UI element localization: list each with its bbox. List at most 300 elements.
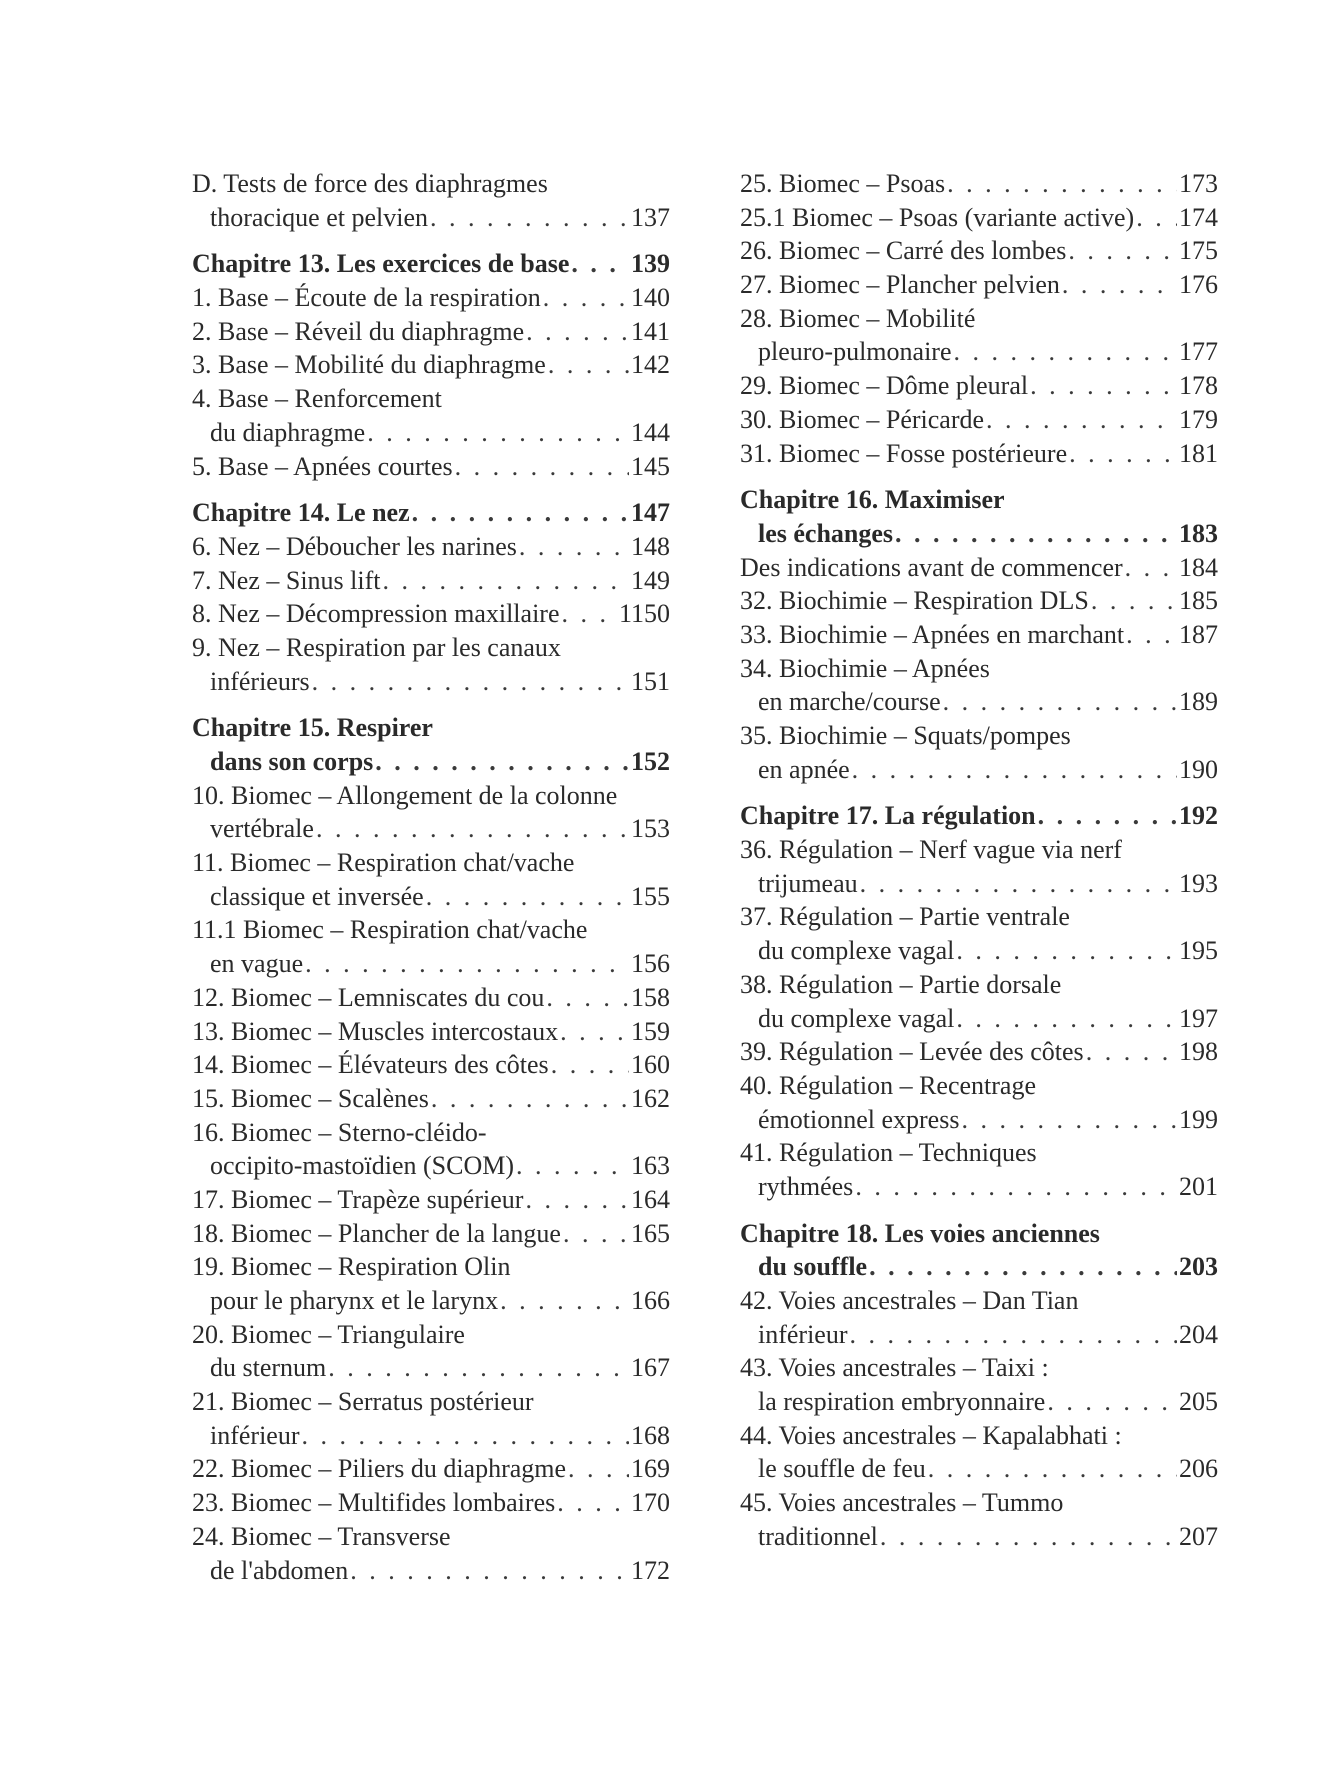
toc-entry-title: 13. Biomec – Muscles intercostaux	[192, 1016, 559, 1046]
toc-entry	[740, 1419, 1218, 1486]
dot-leader	[412, 496, 629, 530]
toc-line	[192, 1217, 670, 1251]
page-number: 175	[1179, 236, 1218, 266]
toc-line	[740, 833, 1218, 867]
toc-entry	[192, 1116, 670, 1183]
toc-entry	[740, 437, 1218, 471]
toc-line	[192, 880, 670, 914]
toc-entry-title: 24. Biomec – Transverse	[192, 1521, 451, 1551]
toc-line	[192, 315, 670, 349]
toc-entry-title: 33. Biochimie – Apnées en marchant	[740, 619, 1125, 649]
toc-line	[740, 1035, 1218, 1069]
page-number: 189	[1179, 687, 1218, 717]
toc-entry-title: 26. Biomec – Carré des lombes	[740, 236, 1067, 266]
dot-leader	[860, 867, 1177, 901]
page-number: 203	[1179, 1252, 1218, 1282]
toc-entry-title: Chapitre 15. Respirer	[192, 713, 433, 743]
toc-entry-title: de l'abdomen	[210, 1555, 349, 1585]
toc-line	[740, 268, 1218, 302]
toc-entry-title: Chapitre 14. Le nez	[192, 498, 410, 528]
toc-entry-title: pour le pharynx et le larynx	[210, 1286, 499, 1315]
toc-line	[740, 551, 1218, 585]
toc-line	[192, 281, 670, 315]
page-number: 207	[1179, 1521, 1218, 1551]
page-number: 163	[631, 1151, 670, 1181]
toc-chapter-heading	[740, 799, 1218, 833]
page-number: 204	[1179, 1319, 1218, 1349]
toc-line	[192, 846, 670, 880]
toc-entry-title: 18. Biomec – Plancher de la langue	[192, 1218, 561, 1248]
toc-line	[740, 483, 1218, 517]
dot-leader	[302, 1419, 629, 1453]
page-number: 137	[631, 202, 670, 232]
toc-line	[740, 1103, 1218, 1137]
toc-line	[192, 711, 670, 745]
dot-leader	[350, 1554, 629, 1588]
toc-line	[740, 719, 1218, 753]
dot-leader	[383, 564, 630, 598]
toc-entry	[192, 530, 670, 564]
toc-entry-title: la respiration embryonnaire	[758, 1387, 1046, 1417]
toc-entry-title: émotionnel express	[758, 1104, 960, 1134]
toc-line	[192, 167, 670, 201]
toc-entry-title: Chapitre 16. Maximiser	[740, 485, 1005, 515]
toc-entry	[740, 369, 1218, 403]
dot-leader	[516, 1149, 629, 1183]
dot-leader	[947, 167, 1177, 201]
page-number: 156	[631, 949, 670, 979]
toc-entry	[740, 1069, 1218, 1136]
toc-entry	[192, 450, 670, 484]
toc-entry-title: 30. Biomec – Péricarde	[740, 404, 985, 434]
toc-entry-title: 42. Voies ancestrales – Dan Tian	[740, 1286, 1079, 1315]
toc-line	[192, 631, 670, 665]
page-number: 158	[631, 982, 670, 1012]
toc-entry	[192, 597, 670, 631]
toc-line	[192, 1351, 670, 1385]
page-number: 153	[631, 814, 670, 844]
toc-entry-title: D. Tests de force des diaphragmes	[192, 169, 548, 198]
toc-line	[740, 1250, 1218, 1284]
dot-leader	[928, 1452, 1177, 1486]
toc-entry	[740, 551, 1218, 585]
page-number: 145	[631, 451, 670, 481]
toc-line	[740, 618, 1218, 652]
toc-entry	[740, 968, 1218, 1035]
toc-entry-title: du complexe vagal	[758, 1003, 955, 1033]
toc-line	[740, 1136, 1218, 1170]
toc-entry	[740, 234, 1218, 268]
toc-line	[192, 1048, 670, 1082]
toc-entry-title: 25. Biomec – Psoas	[740, 169, 946, 198]
toc-entry-title: le souffle de feu	[758, 1454, 926, 1484]
toc-line	[740, 1452, 1218, 1486]
dot-leader	[431, 1082, 629, 1116]
toc-line	[192, 597, 670, 631]
toc-entry-title: en marche/course	[758, 687, 941, 717]
page-number: 198	[1179, 1037, 1218, 1067]
toc-entry-title: du souffle	[758, 1252, 868, 1282]
toc-entry	[740, 900, 1218, 967]
page-number: 148	[631, 531, 670, 561]
dot-leader	[455, 450, 629, 484]
toc-line	[192, 1385, 670, 1419]
toc-entry	[192, 1318, 670, 1385]
page-number: 1150	[618, 599, 670, 629]
toc-entry-title: traditionnel	[758, 1521, 878, 1551]
dot-leader	[546, 981, 629, 1015]
toc-entry	[740, 719, 1218, 786]
toc-entry-title: en vague	[210, 949, 304, 979]
dot-leader	[305, 947, 629, 981]
page-number: 164	[631, 1184, 670, 1214]
toc-line	[740, 167, 1218, 201]
toc-line	[192, 382, 670, 416]
toc-entry	[192, 1486, 670, 1520]
toc-entry-title: dans son corps	[210, 747, 374, 776]
toc-entry	[740, 201, 1218, 235]
toc-line	[192, 1183, 670, 1217]
toc-entry-title: du diaphragme	[210, 417, 366, 447]
toc-chapter-heading	[740, 1217, 1218, 1284]
page-number: 201	[1179, 1171, 1218, 1201]
toc-entry-title: 21. Biomec – Serratus postérieur	[192, 1387, 534, 1417]
toc-entry-title: Des indications avant de commencer	[740, 552, 1123, 582]
page-number: 193	[1179, 868, 1218, 898]
toc-line	[740, 1217, 1218, 1251]
dot-leader	[1038, 799, 1177, 833]
dot-leader	[563, 1217, 629, 1251]
toc-entry-title: 3. Base – Mobilité du diaphragme	[192, 350, 546, 380]
page-number: 185	[1179, 586, 1218, 616]
dot-leader	[1136, 201, 1177, 235]
toc-line	[192, 1452, 670, 1486]
toc-entry	[192, 1082, 670, 1116]
toc-entry-title: trijumeau	[758, 868, 858, 898]
toc-entry-title: Chapitre 17. La régulation	[740, 801, 1036, 831]
toc-line	[192, 1419, 670, 1453]
page-number: 177	[1179, 337, 1218, 367]
toc-entry	[192, 315, 670, 349]
toc-line	[192, 1284, 670, 1318]
toc-line	[740, 753, 1218, 787]
page-number: 149	[631, 565, 670, 595]
toc-line	[192, 247, 670, 281]
toc-entry	[740, 1351, 1218, 1418]
dot-leader	[562, 597, 617, 631]
toc-entry-title: 38. Régulation – Partie dorsale	[740, 969, 1062, 999]
dot-leader	[956, 934, 1177, 968]
toc-entry-title: thoracique et pelvien	[210, 202, 429, 232]
toc-line	[740, 934, 1218, 968]
toc-line	[192, 1554, 670, 1588]
dot-leader	[954, 335, 1178, 369]
dot-leader	[557, 1486, 629, 1520]
toc-entry	[192, 913, 670, 980]
toc-entry	[740, 833, 1218, 900]
toc-line	[740, 584, 1218, 618]
toc-entry-title: 19. Biomec – Respiration Olin	[192, 1252, 511, 1282]
toc-entry-title: 14. Biomec – Élévateurs des côtes	[192, 1050, 549, 1080]
page-number: 190	[1179, 754, 1218, 784]
dot-leader	[328, 1351, 629, 1385]
page-number: 187	[1179, 619, 1218, 649]
toc-line	[192, 496, 670, 530]
toc-chapter-heading	[192, 496, 670, 530]
toc-entry-title: en apnée	[758, 754, 850, 784]
toc-entry	[192, 631, 670, 698]
toc-entry-title: pleuro-pulmonaire	[758, 337, 952, 367]
toc-line	[192, 779, 670, 813]
dot-leader	[1068, 234, 1177, 268]
page-number: 199	[1179, 1104, 1218, 1134]
toc-entry	[740, 167, 1218, 201]
dot-leader	[895, 517, 1177, 551]
dot-leader	[852, 753, 1177, 787]
toc-entry	[192, 981, 670, 1015]
toc-chapter-heading	[192, 711, 670, 778]
toc-entry	[192, 1217, 670, 1251]
toc-line	[192, 1486, 670, 1520]
dot-leader	[1062, 268, 1177, 302]
page-number: 173	[1179, 169, 1218, 198]
dot-leader	[1086, 1035, 1177, 1069]
toc-line	[740, 1520, 1218, 1554]
toc-line	[740, 1002, 1218, 1036]
toc-line	[192, 1116, 670, 1150]
toc-line	[192, 1520, 670, 1554]
toc-entry-title: inférieurs	[210, 666, 310, 696]
page-number: 166	[631, 1286, 670, 1315]
toc-column-left	[192, 167, 670, 1587]
toc-entry-title: 44. Voies ancestrales – Kapalabhati :	[740, 1420, 1122, 1450]
toc-entry-title: 6. Nez – Déboucher les narines	[192, 531, 517, 561]
toc-chapter-heading	[192, 247, 670, 281]
toc-line	[740, 867, 1218, 901]
toc-line	[740, 1385, 1218, 1419]
page-number: 169	[631, 1454, 670, 1484]
toc-entry-title: du complexe vagal	[758, 936, 955, 966]
toc-entry-title: rythmées	[758, 1171, 854, 1201]
toc-line	[740, 799, 1218, 833]
toc-line	[740, 1069, 1218, 1103]
toc-entry-title: 11.1 Biomec – Respiration chat/vache	[192, 915, 588, 945]
dot-leader	[1125, 551, 1177, 585]
toc-entry-title: 4. Base – Renforcement	[192, 384, 442, 414]
toc-line	[740, 234, 1218, 268]
toc-entry-title: Chapitre 13. Les exercices de base	[192, 249, 570, 279]
toc-entry-title: 27. Biomec – Plancher pelvien	[740, 270, 1060, 300]
dot-leader	[855, 1170, 1177, 1204]
toc-entry-title: 31. Biomec – Fosse postérieure	[740, 438, 1068, 468]
toc-line	[740, 369, 1218, 403]
toc-entry	[740, 1284, 1218, 1351]
toc-line	[740, 1170, 1218, 1204]
toc-line	[740, 1351, 1218, 1385]
toc-entry	[740, 618, 1218, 652]
toc-entry	[740, 652, 1218, 719]
toc-line	[740, 1486, 1218, 1520]
toc-entry-title: 1. Base – Écoute de la respiration	[192, 283, 541, 313]
dot-leader	[543, 281, 629, 315]
toc-entry	[740, 403, 1218, 437]
dot-leader	[526, 315, 629, 349]
toc-entry-title: 32. Biochimie – Respiration DLS	[740, 586, 1089, 616]
dot-leader	[1069, 437, 1177, 471]
toc-entry-title: 39. Régulation – Levée des côtes	[740, 1037, 1084, 1067]
dot-leader	[986, 403, 1177, 437]
toc-entry-title: inférieur	[758, 1319, 848, 1349]
toc-entry-title: 7. Nez – Sinus lift	[192, 565, 381, 595]
toc-entry	[192, 167, 670, 234]
toc-entry-title: 25.1 Biomec – Psoas (variante active)	[740, 202, 1135, 232]
toc-entry-title: 16. Biomec – Sterno-cléido-	[192, 1117, 487, 1147]
toc-entry-title: 28. Biomec – Mobilité	[740, 303, 976, 333]
toc-entry-title: vertébrale	[210, 814, 314, 844]
toc-entry-title: 29. Biomec – Dôme pleural	[740, 371, 1029, 401]
toc-line	[740, 1419, 1218, 1453]
toc-line	[192, 665, 670, 699]
toc-line	[192, 564, 670, 598]
toc-line	[192, 450, 670, 484]
toc-line	[740, 403, 1218, 437]
toc-column-right	[740, 167, 1218, 1554]
dot-leader	[1126, 618, 1177, 652]
page-number: 142	[631, 350, 670, 380]
page-number: 184	[1179, 552, 1218, 582]
toc-entry	[192, 1015, 670, 1049]
toc-line	[192, 348, 670, 382]
toc-entry-title: 43. Voies ancestrales – Taixi :	[740, 1353, 1049, 1383]
toc-line	[740, 517, 1218, 551]
toc-line	[192, 745, 670, 779]
dot-leader	[880, 1520, 1177, 1554]
toc-entry	[192, 348, 670, 382]
page-number: 140	[631, 283, 670, 313]
toc-entry	[192, 1452, 670, 1486]
toc-line	[192, 1015, 670, 1049]
dot-leader	[519, 530, 629, 564]
toc-line	[740, 437, 1218, 471]
toc-entry-title: 23. Biomec – Multifides lombaires	[192, 1488, 556, 1518]
toc-entry-title: 9. Nez – Respiration par les canaux	[192, 632, 561, 662]
page-number: 181	[1179, 438, 1218, 468]
page-number: 144	[631, 417, 670, 447]
toc-entry-title: inférieur	[210, 1420, 300, 1450]
dot-leader	[961, 1103, 1177, 1137]
page-number: 147	[631, 498, 670, 528]
page-number: 192	[1179, 801, 1218, 831]
page-number: 174	[1179, 202, 1218, 232]
toc-entry-title: 17. Biomec – Trapèze supérieur	[192, 1184, 524, 1214]
toc-entry	[192, 779, 670, 846]
dot-leader	[568, 1452, 629, 1486]
toc-entry-title: 12. Biomec – Lemniscates du cou	[192, 982, 545, 1012]
page-number: 176	[1179, 270, 1218, 300]
toc-line	[192, 981, 670, 1015]
page-number: 165	[631, 1218, 670, 1248]
dot-leader	[551, 1048, 629, 1082]
dot-leader	[1030, 369, 1177, 403]
toc-line	[740, 201, 1218, 235]
page-number: 160	[631, 1050, 670, 1080]
page-number: 183	[1179, 518, 1218, 548]
toc-entry-title: du sternum	[210, 1353, 327, 1383]
toc-entry	[192, 1520, 670, 1587]
toc-line	[192, 1082, 670, 1116]
toc-entry-title: 15. Biomec – Scalènes	[192, 1083, 429, 1113]
dot-leader	[548, 348, 629, 382]
toc-entry-title: 8. Nez – Décompression maxillaire	[192, 599, 560, 629]
toc-entry-title: 41. Régulation – Techniques	[740, 1138, 1037, 1168]
toc-entry-title: 35. Biochimie – Squats/pompes	[740, 721, 1071, 750]
toc-entry-title: occipito-mastoïdien (SCOM)	[210, 1151, 515, 1181]
page-number: 205	[1179, 1387, 1218, 1417]
toc-entry	[192, 1385, 670, 1452]
page-number: 167	[631, 1353, 670, 1383]
toc-entry-title: Chapitre 18. Les voies anciennes	[740, 1218, 1100, 1248]
dot-leader	[1047, 1385, 1177, 1419]
dot-leader	[956, 1002, 1177, 1036]
toc-entry-title: 2. Base – Réveil du diaphragme	[192, 316, 525, 346]
page-number: 179	[1179, 404, 1218, 434]
toc-line	[192, 812, 670, 846]
toc-line	[192, 913, 670, 947]
toc-line	[740, 968, 1218, 1002]
dot-leader	[850, 1318, 1177, 1352]
page-number: 170	[631, 1488, 670, 1518]
toc-entry	[192, 1048, 670, 1082]
page-number: 168	[631, 1420, 670, 1450]
toc-entry-title: 34. Biochimie – Apnées	[740, 653, 990, 683]
dot-leader	[1091, 584, 1177, 618]
toc-line	[740, 1284, 1218, 1318]
toc-line	[192, 416, 670, 450]
dot-leader	[560, 1015, 629, 1049]
toc-line	[740, 335, 1218, 369]
toc-entry-title: classique et inversée	[210, 881, 424, 911]
dot-leader	[500, 1284, 629, 1318]
toc-line	[192, 1149, 670, 1183]
page-number: 206	[1179, 1454, 1218, 1484]
toc-entry-title: 40. Régulation – Recentrage	[740, 1070, 1037, 1100]
dot-leader	[367, 416, 629, 450]
toc-entry-title: 20. Biomec – Triangulaire	[192, 1319, 465, 1349]
page-number: 155	[631, 881, 670, 911]
page-number: 139	[631, 249, 670, 279]
dot-leader	[571, 247, 629, 281]
toc-entry-title: 37. Régulation – Partie ventrale	[740, 902, 1070, 932]
toc-line	[192, 1318, 670, 1352]
toc-entry-title: les échanges	[758, 518, 894, 548]
toc-entry-title: 10. Biomec – Allongement de la colonne	[192, 780, 618, 810]
toc-entry	[740, 268, 1218, 302]
toc-line	[192, 1250, 670, 1284]
toc-line	[740, 1318, 1218, 1352]
dot-leader	[316, 812, 629, 846]
page-number: 195	[1179, 936, 1218, 966]
toc-line	[192, 530, 670, 564]
toc-entry	[192, 1183, 670, 1217]
toc-entry	[192, 382, 670, 449]
toc-entry-title: 11. Biomec – Respiration chat/vache	[192, 848, 575, 878]
toc-entry	[740, 1035, 1218, 1069]
toc-entry	[740, 1486, 1218, 1553]
toc-entry	[192, 564, 670, 598]
dot-leader	[525, 1183, 629, 1217]
dot-leader	[312, 665, 629, 699]
page-number: 159	[631, 1016, 670, 1046]
